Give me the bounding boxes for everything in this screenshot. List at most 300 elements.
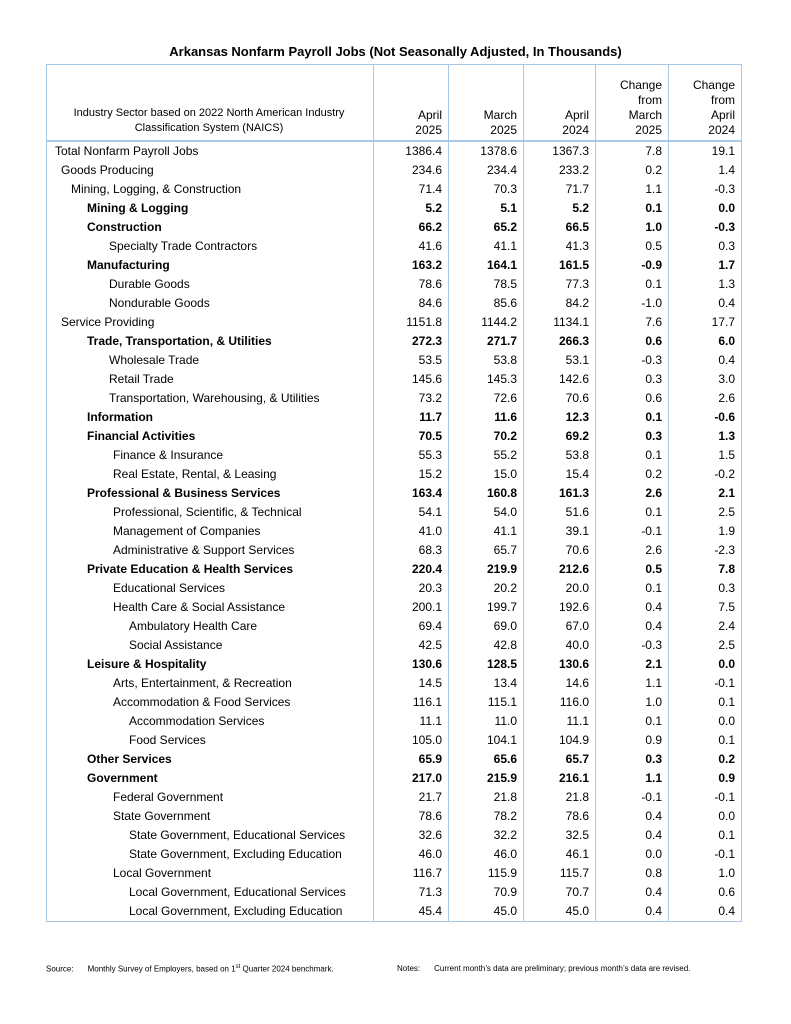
row-label: State Government	[47, 807, 374, 826]
header-line: April	[710, 108, 735, 122]
cell-march-2025: 55.2	[449, 446, 524, 465]
row-label: Management of Companies	[47, 522, 374, 541]
cell-april-2024: 115.7	[524, 864, 596, 883]
cell-april-2025: 1386.4	[374, 141, 449, 161]
cell-change-from-march-2025: 0.8	[596, 864, 669, 883]
row-label: Ambulatory Health Care	[47, 617, 374, 636]
row-label: Service Providing	[47, 313, 374, 332]
cell-change-from-march-2025: 0.3	[596, 427, 669, 446]
table-row	[47, 199, 742, 218]
header-april-2024	[524, 65, 596, 142]
cell-change-from-april-2024: 6.0	[669, 332, 742, 351]
cell-april-2025: 71.4	[374, 180, 449, 199]
table-row	[47, 598, 742, 617]
cell-change-from-april-2024: 2.1	[669, 484, 742, 503]
cell-april-2024: 1367.3	[524, 141, 596, 161]
cell-april-2025: 145.6	[374, 370, 449, 389]
cell-april-2025: 20.3	[374, 579, 449, 598]
cell-change-from-april-2024: -0.3	[669, 218, 742, 237]
table-row	[47, 427, 742, 446]
table-row	[47, 332, 742, 351]
cell-march-2025: 70.2	[449, 427, 524, 446]
row-label: Accommodation Services	[47, 712, 374, 731]
cell-april-2025: 65.9	[374, 750, 449, 769]
cell-change-from-april-2024: 0.9	[669, 769, 742, 788]
cell-change-from-april-2024: 0.3	[669, 579, 742, 598]
cell-april-2024: 70.6	[524, 541, 596, 560]
cell-april-2025: 200.1	[374, 598, 449, 617]
row-label: Nondurable Goods	[47, 294, 374, 313]
table-title: Arkansas Nonfarm Payroll Jobs (Not Seasonally Adjusted, In Thousands)	[169, 44, 622, 59]
cell-change-from-march-2025: 1.1	[596, 769, 669, 788]
cell-april-2024: 11.1	[524, 712, 596, 731]
cell-april-2025: 71.3	[374, 883, 449, 902]
row-label: Food Services	[47, 731, 374, 750]
table-row	[47, 560, 742, 579]
cell-march-2025: 11.6	[449, 408, 524, 427]
cell-april-2025: 42.5	[374, 636, 449, 655]
row-label: Administrative & Support Services	[47, 541, 374, 560]
cell-april-2024: 5.2	[524, 199, 596, 218]
cell-change-from-april-2024: 1.7	[669, 256, 742, 275]
cell-change-from-april-2024: 19.1	[669, 141, 742, 161]
cell-change-from-march-2025: 7.6	[596, 313, 669, 332]
table-row	[47, 541, 742, 560]
cell-change-from-march-2025: 2.6	[596, 541, 669, 560]
cell-change-from-april-2024: 0.1	[669, 693, 742, 712]
header-sector	[47, 65, 374, 142]
row-label: Goods Producing	[47, 161, 374, 180]
table-row	[47, 256, 742, 275]
cell-change-from-march-2025: 2.6	[596, 484, 669, 503]
cell-april-2025: 15.2	[374, 465, 449, 484]
table-row	[47, 845, 742, 864]
cell-change-from-march-2025: 0.0	[596, 845, 669, 864]
cell-april-2024: 130.6	[524, 655, 596, 674]
table-row	[47, 788, 742, 807]
cell-april-2024: 12.3	[524, 408, 596, 427]
table-row	[47, 769, 742, 788]
header-line: Change	[619, 78, 662, 92]
cell-march-2025: 69.0	[449, 617, 524, 636]
cell-change-from-april-2024: 1.4	[669, 161, 742, 180]
table-row	[47, 522, 742, 541]
cell-april-2025: 73.2	[374, 389, 449, 408]
cell-change-from-april-2024: 0.4	[669, 351, 742, 370]
cell-change-from-april-2024: 7.5	[669, 598, 742, 617]
source-superscript: st	[235, 964, 241, 970]
table-row	[47, 465, 742, 484]
table-row	[47, 636, 742, 655]
footer-notes	[397, 964, 690, 973]
cell-change-from-march-2025: -0.3	[596, 636, 669, 655]
cell-change-from-march-2025: 0.4	[596, 902, 669, 922]
table-row	[47, 180, 742, 199]
cell-april-2025: 217.0	[374, 769, 449, 788]
table-row	[47, 826, 742, 845]
cell-change-from-march-2025: 0.4	[596, 826, 669, 845]
cell-march-2025: 70.9	[449, 883, 524, 902]
row-label: Other Services	[47, 750, 374, 769]
table-row	[47, 579, 742, 598]
header-line: March	[628, 108, 662, 122]
cell-april-2024: 21.8	[524, 788, 596, 807]
cell-march-2025: 54.0	[449, 503, 524, 522]
cell-change-from-march-2025: 0.1	[596, 199, 669, 218]
cell-april-2024: 53.8	[524, 446, 596, 465]
cell-march-2025: 160.8	[449, 484, 524, 503]
table-row	[47, 864, 742, 883]
cell-april-2025: 45.4	[374, 902, 449, 922]
cell-april-2024: 78.6	[524, 807, 596, 826]
header-line: Classification System (NAICS)	[134, 122, 284, 134]
table-row	[47, 617, 742, 636]
cell-april-2025: 272.3	[374, 332, 449, 351]
cell-change-from-april-2024: 7.8	[669, 560, 742, 579]
cell-change-from-april-2024: 1.3	[669, 275, 742, 294]
row-label: Professional, Scientific, & Technical	[47, 503, 374, 522]
table-row	[47, 731, 742, 750]
cell-march-2025: 72.6	[449, 389, 524, 408]
cell-april-2024: 84.2	[524, 294, 596, 313]
table-row	[47, 693, 742, 712]
cell-april-2024: 32.5	[524, 826, 596, 845]
header-line: April	[564, 108, 589, 122]
source-text: Monthly Survey of Employers, based on 1	[87, 964, 236, 974]
cell-change-from-april-2024: 1.0	[669, 864, 742, 883]
cell-april-2024: 266.3	[524, 332, 596, 351]
cell-change-from-march-2025: 0.4	[596, 883, 669, 902]
row-label: Wholesale Trade	[47, 351, 374, 370]
cell-march-2025: 46.0	[449, 845, 524, 864]
row-label: Private Education & Health Services	[47, 560, 374, 579]
cell-april-2024: 45.0	[524, 902, 596, 922]
cell-march-2025: 32.2	[449, 826, 524, 845]
row-label: Accommodation & Food Services	[47, 693, 374, 712]
cell-april-2024: 46.1	[524, 845, 596, 864]
cell-change-from-march-2025: 0.1	[596, 408, 669, 427]
cell-march-2025: 145.3	[449, 370, 524, 389]
cell-change-from-march-2025: -0.1	[596, 788, 669, 807]
cell-march-2025: 1144.2	[449, 313, 524, 332]
row-label: Government	[47, 769, 374, 788]
cell-march-2025: 1378.6	[449, 141, 524, 161]
cell-change-from-march-2025: 0.1	[596, 446, 669, 465]
cell-april-2024: 192.6	[524, 598, 596, 617]
cell-change-from-march-2025: 0.9	[596, 731, 669, 750]
cell-march-2025: 15.0	[449, 465, 524, 484]
table-row	[47, 446, 742, 465]
row-label: Local Government	[47, 864, 374, 883]
header-line: 2024	[562, 123, 589, 137]
cell-april-2024: 53.1	[524, 351, 596, 370]
cell-change-from-march-2025: 0.2	[596, 465, 669, 484]
table-row	[47, 237, 742, 256]
cell-change-from-march-2025: 1.0	[596, 693, 669, 712]
cell-april-2025: 163.2	[374, 256, 449, 275]
cell-change-from-april-2024: 0.0	[669, 199, 742, 218]
cell-change-from-april-2024: -0.2	[669, 465, 742, 484]
cell-change-from-march-2025: 1.1	[596, 674, 669, 693]
row-label: Information	[47, 408, 374, 427]
table-row	[47, 313, 742, 332]
cell-change-from-april-2024: 2.5	[669, 503, 742, 522]
row-label: Local Government, Excluding Education	[47, 902, 374, 922]
cell-change-from-april-2024: 2.4	[669, 617, 742, 636]
source-text-end: Quarter 2024 benchmark.	[240, 964, 334, 974]
row-label: Manufacturing	[47, 256, 374, 275]
row-label: Educational Services	[47, 579, 374, 598]
cell-change-from-march-2025: -0.9	[596, 256, 669, 275]
cell-april-2024: 41.3	[524, 237, 596, 256]
cell-april-2024: 71.7	[524, 180, 596, 199]
cell-april-2025: 234.6	[374, 161, 449, 180]
cell-april-2025: 5.2	[374, 199, 449, 218]
cell-change-from-march-2025: 0.5	[596, 237, 669, 256]
cell-march-2025: 219.9	[449, 560, 524, 579]
row-label: Durable Goods	[47, 275, 374, 294]
cell-change-from-march-2025: 0.6	[596, 332, 669, 351]
cell-change-from-april-2024: 0.0	[669, 712, 742, 731]
payroll-jobs-table	[46, 64, 742, 922]
table-row	[47, 902, 742, 922]
row-label: State Government, Excluding Education	[47, 845, 374, 864]
cell-change-from-april-2024: 0.1	[669, 731, 742, 750]
cell-march-2025: 70.3	[449, 180, 524, 199]
cell-change-from-april-2024: 0.6	[669, 883, 742, 902]
header-april-2025	[374, 65, 449, 142]
table-row	[47, 218, 742, 237]
row-label: Specialty Trade Contractors	[47, 237, 374, 256]
header-line: Industry Sector based on 2022 North American Industry	[73, 107, 345, 119]
header-change-from-march-2025	[596, 65, 669, 142]
row-label: Total Nonfarm Payroll Jobs	[47, 141, 374, 161]
header-line: April	[417, 108, 442, 122]
cell-april-2025: 54.1	[374, 503, 449, 522]
cell-change-from-march-2025: -0.1	[596, 522, 669, 541]
row-label: Health Care & Social Assistance	[47, 598, 374, 617]
table-row	[47, 712, 742, 731]
cell-march-2025: 13.4	[449, 674, 524, 693]
table-row	[47, 141, 742, 161]
cell-change-from-april-2024: 0.0	[669, 655, 742, 674]
cell-march-2025: 199.7	[449, 598, 524, 617]
cell-change-from-march-2025: 0.4	[596, 807, 669, 826]
cell-april-2024: 40.0	[524, 636, 596, 655]
row-label: Mining & Logging	[47, 199, 374, 218]
cell-change-from-march-2025: 0.1	[596, 275, 669, 294]
cell-change-from-april-2024: -0.1	[669, 674, 742, 693]
table-row	[47, 807, 742, 826]
row-label: Trade, Transportation, & Utilities	[47, 332, 374, 351]
header-change-from-april-2024	[669, 65, 742, 142]
row-label: Professional & Business Services	[47, 484, 374, 503]
cell-march-2025: 215.9	[449, 769, 524, 788]
cell-april-2024: 20.0	[524, 579, 596, 598]
cell-march-2025: 20.2	[449, 579, 524, 598]
cell-march-2025: 115.1	[449, 693, 524, 712]
cell-april-2024: 77.3	[524, 275, 596, 294]
cell-change-from-april-2024: 0.4	[669, 902, 742, 922]
cell-march-2025: 115.9	[449, 864, 524, 883]
row-label: Transportation, Warehousing, & Utilities	[47, 389, 374, 408]
cell-march-2025: 85.6	[449, 294, 524, 313]
cell-april-2024: 66.5	[524, 218, 596, 237]
cell-change-from-march-2025: 1.0	[596, 218, 669, 237]
row-label: Local Government, Educational Services	[47, 883, 374, 902]
notes-text: Current month’s data are preliminary; previous month’s data are revised.	[434, 964, 691, 973]
table-row	[47, 674, 742, 693]
cell-march-2025: 11.0	[449, 712, 524, 731]
cell-march-2025: 234.4	[449, 161, 524, 180]
cell-april-2024: 142.6	[524, 370, 596, 389]
cell-change-from-march-2025: 0.4	[596, 598, 669, 617]
table-row	[47, 389, 742, 408]
cell-april-2025: 21.7	[374, 788, 449, 807]
cell-april-2024: 1134.1	[524, 313, 596, 332]
footer-source	[46, 964, 334, 974]
header-line: 2024	[708, 123, 735, 137]
cell-april-2024: 161.3	[524, 484, 596, 503]
row-label: State Government, Educational Services	[47, 826, 374, 845]
cell-march-2025: 21.8	[449, 788, 524, 807]
cell-change-from-march-2025: 2.1	[596, 655, 669, 674]
cell-april-2025: 11.1	[374, 712, 449, 731]
header-line: from	[638, 93, 662, 107]
cell-change-from-april-2024: -0.1	[669, 788, 742, 807]
cell-march-2025: 5.1	[449, 199, 524, 218]
cell-april-2025: 46.0	[374, 845, 449, 864]
cell-change-from-march-2025: -0.3	[596, 351, 669, 370]
table-row	[47, 370, 742, 389]
cell-change-from-march-2025: 7.8	[596, 141, 669, 161]
cell-change-from-march-2025: 0.2	[596, 161, 669, 180]
cell-change-from-march-2025: 1.1	[596, 180, 669, 199]
row-label: Construction	[47, 218, 374, 237]
table-row	[47, 161, 742, 180]
cell-change-from-march-2025: 0.3	[596, 370, 669, 389]
cell-change-from-march-2025: 0.1	[596, 503, 669, 522]
cell-march-2025: 271.7	[449, 332, 524, 351]
row-label: Retail Trade	[47, 370, 374, 389]
table-row	[47, 484, 742, 503]
cell-march-2025: 45.0	[449, 902, 524, 922]
cell-march-2025: 78.2	[449, 807, 524, 826]
table-row	[47, 294, 742, 313]
row-label: Federal Government	[47, 788, 374, 807]
cell-april-2024: 14.6	[524, 674, 596, 693]
cell-april-2024: 216.1	[524, 769, 596, 788]
cell-change-from-april-2024: 0.3	[669, 237, 742, 256]
cell-change-from-march-2025: 0.4	[596, 617, 669, 636]
cell-april-2025: 70.5	[374, 427, 449, 446]
cell-march-2025: 65.6	[449, 750, 524, 769]
cell-april-2024: 65.7	[524, 750, 596, 769]
cell-march-2025: 42.8	[449, 636, 524, 655]
cell-change-from-april-2024: 3.0	[669, 370, 742, 389]
cell-change-from-march-2025: 0.5	[596, 560, 669, 579]
table-body	[47, 141, 742, 922]
header-row	[47, 65, 742, 142]
cell-april-2024: 161.5	[524, 256, 596, 275]
cell-april-2024: 104.9	[524, 731, 596, 750]
cell-march-2025: 53.8	[449, 351, 524, 370]
cell-april-2025: 68.3	[374, 541, 449, 560]
row-label: Mining, Logging, & Construction	[47, 180, 374, 199]
cell-april-2024: 70.7	[524, 883, 596, 902]
cell-april-2024: 15.4	[524, 465, 596, 484]
cell-change-from-april-2024: 2.6	[669, 389, 742, 408]
table-row	[47, 750, 742, 769]
header-line: 2025	[635, 123, 662, 137]
cell-march-2025: 65.2	[449, 218, 524, 237]
cell-april-2025: 78.6	[374, 275, 449, 294]
row-label: Leisure & Hospitality	[47, 655, 374, 674]
cell-april-2025: 1151.8	[374, 313, 449, 332]
cell-march-2025: 41.1	[449, 237, 524, 256]
cell-april-2024: 69.2	[524, 427, 596, 446]
table-row	[47, 351, 742, 370]
cell-change-from-april-2024: -2.3	[669, 541, 742, 560]
notes-label: Notes:	[397, 964, 421, 973]
cell-change-from-april-2024: 2.5	[669, 636, 742, 655]
cell-march-2025: 104.1	[449, 731, 524, 750]
row-label: Finance & Insurance	[47, 446, 374, 465]
cell-change-from-april-2024: -0.1	[669, 845, 742, 864]
cell-april-2025: 41.0	[374, 522, 449, 541]
cell-april-2025: 105.0	[374, 731, 449, 750]
header-line: from	[711, 93, 735, 107]
cell-march-2025: 41.1	[449, 522, 524, 541]
cell-april-2025: 84.6	[374, 294, 449, 313]
header-march-2025	[449, 65, 524, 142]
cell-change-from-march-2025: -1.0	[596, 294, 669, 313]
cell-april-2025: 41.6	[374, 237, 449, 256]
cell-april-2024: 39.1	[524, 522, 596, 541]
cell-change-from-april-2024: 0.1	[669, 826, 742, 845]
cell-april-2025: 66.2	[374, 218, 449, 237]
cell-april-2024: 70.6	[524, 389, 596, 408]
cell-change-from-april-2024: 0.2	[669, 750, 742, 769]
cell-march-2025: 78.5	[449, 275, 524, 294]
cell-change-from-march-2025: 0.1	[596, 712, 669, 731]
cell-april-2024: 212.6	[524, 560, 596, 579]
row-label: Real Estate, Rental, & Leasing	[47, 465, 374, 484]
row-label: Arts, Entertainment, & Recreation	[47, 674, 374, 693]
cell-march-2025: 65.7	[449, 541, 524, 560]
cell-change-from-april-2024: 17.7	[669, 313, 742, 332]
cell-change-from-april-2024: 1.9	[669, 522, 742, 541]
cell-change-from-april-2024: -0.6	[669, 408, 742, 427]
cell-april-2025: 32.6	[374, 826, 449, 845]
cell-april-2024: 51.6	[524, 503, 596, 522]
table-row	[47, 883, 742, 902]
row-label: Financial Activities	[47, 427, 374, 446]
cell-march-2025: 164.1	[449, 256, 524, 275]
cell-change-from-april-2024: -0.3	[669, 180, 742, 199]
cell-change-from-march-2025: 0.6	[596, 389, 669, 408]
cell-april-2025: 69.4	[374, 617, 449, 636]
cell-april-2025: 78.6	[374, 807, 449, 826]
header-line: March	[483, 108, 517, 122]
cell-april-2025: 163.4	[374, 484, 449, 503]
cell-change-from-april-2024: 1.3	[669, 427, 742, 446]
cell-april-2025: 116.7	[374, 864, 449, 883]
row-label: Social Assistance	[47, 636, 374, 655]
cell-april-2025: 11.7	[374, 408, 449, 427]
cell-april-2025: 220.4	[374, 560, 449, 579]
table-row	[47, 275, 742, 294]
